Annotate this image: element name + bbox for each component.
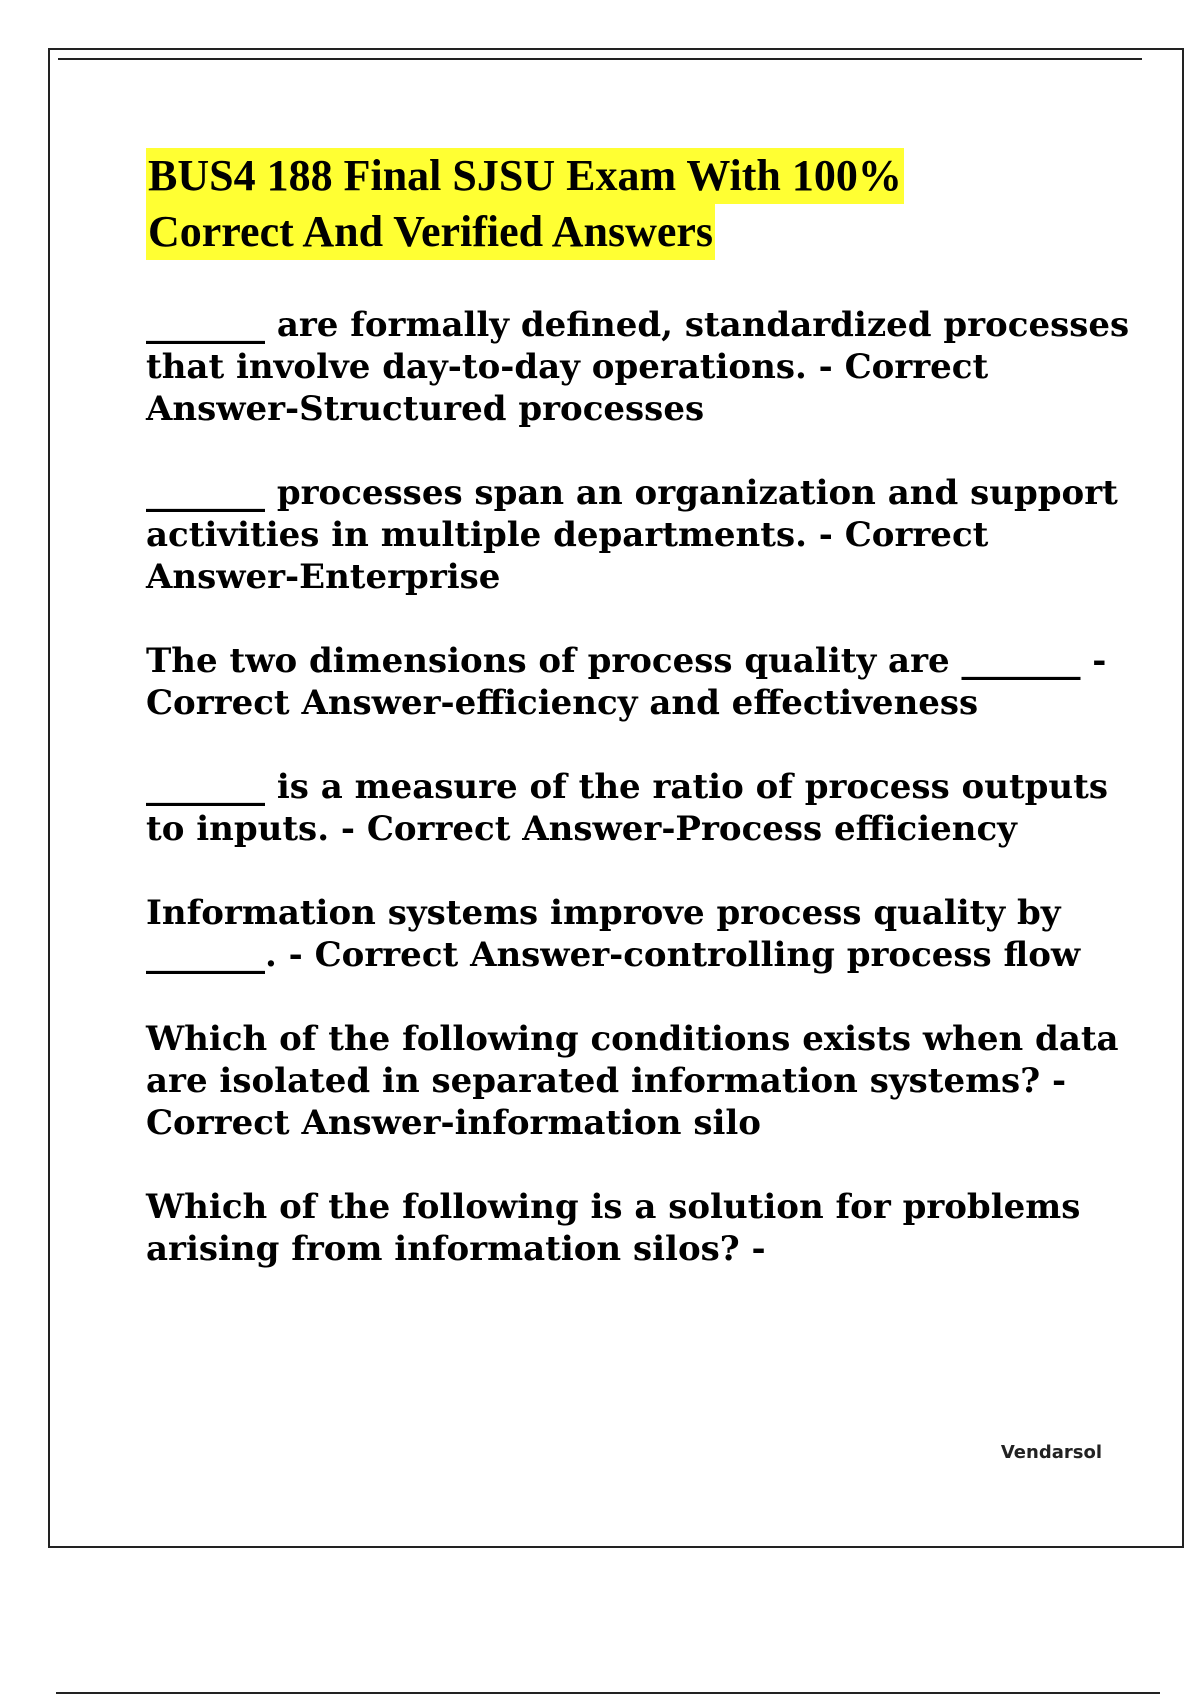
qa-item-1: _______ are formally defined, standardized processes that involve day-to-day operations. - Correct Answer-Structured processes	[146, 305, 1130, 429]
qa-item-3: The two dimensions of process quality are _______ - Correct Answer-efficiency and effectiveness	[146, 641, 1107, 723]
qa-item-6: Which of the following conditions exists when data are isolated in separated information systems? - Correct Answer-information silo	[146, 1019, 1119, 1143]
document-body	[146, 148, 1136, 1312]
qa-item-2: _______ processes span an organization and support activities in multiple departments. - Correct Answer-Enterprise	[146, 473, 1118, 597]
document-title	[146, 148, 1136, 260]
title-line-2: Correct And Verified Answers	[146, 204, 715, 260]
page-frame	[48, 48, 1184, 1548]
bottom-rule	[56, 1692, 1160, 1694]
footer-watermark: Vendarsol	[1000, 1442, 1102, 1463]
qa-item-5: Information systems improve process quality by _______. - Correct Answer-controlling process flow	[146, 893, 1081, 975]
title-line-1: BUS4 188 Final SJSU Exam With 100%	[146, 148, 904, 204]
qa-item-4: _______ is a measure of the ratio of process outputs to inputs. - Correct Answer-Process efficiency	[146, 767, 1108, 849]
qa-item-7: Which of the following is a solution for problems arising from information silos? -	[146, 1187, 1081, 1269]
top-rule	[58, 58, 1142, 60]
